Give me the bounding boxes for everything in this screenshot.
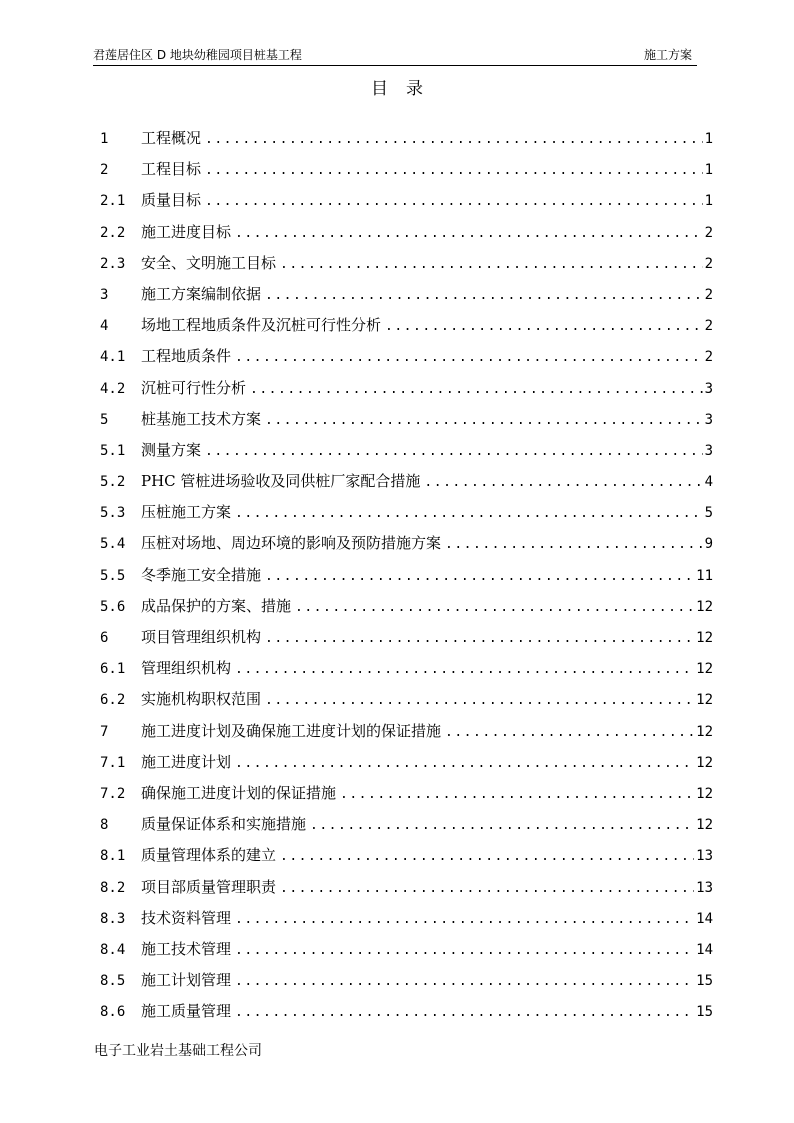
toc-entry-number: 2.2 — [100, 224, 126, 241]
toc-entry-page: 14 — [696, 910, 713, 927]
toc-entry-number: 7.1 — [100, 754, 126, 771]
toc-entry-label: 实施机构职权范围 — [141, 690, 262, 709]
toc-entry-number: 5.5 — [100, 567, 126, 584]
toc-entry-number: 6.1 — [100, 661, 126, 678]
toc-entry-page: 2 — [704, 349, 713, 366]
toc-entry[interactable] — [100, 778, 713, 809]
toc-entry-page: 12 — [696, 661, 713, 678]
toc-entry[interactable] — [100, 903, 713, 934]
toc-entry[interactable] — [100, 560, 713, 591]
header-doc-type: 施工方案 — [643, 48, 692, 62]
toc-entry-number: 8 — [100, 817, 109, 834]
toc-entry-number: 8.4 — [100, 941, 126, 958]
toc-title: 目录 — [371, 79, 441, 99]
toc-entry[interactable] — [100, 497, 713, 528]
page-header — [93, 46, 697, 66]
toc-entry-page: 9 — [704, 536, 713, 553]
toc-entry-number: 8.5 — [100, 973, 126, 990]
toc-entry[interactable] — [100, 154, 713, 185]
toc-entry-number: 5.1 — [100, 442, 126, 459]
table-of-contents — [100, 123, 713, 1027]
toc-dot-leader — [235, 997, 694, 1028]
toc-entry-label: 施工进度计划及确保施工进度计划的保证措施 — [141, 721, 442, 740]
toc-entry-number: 8.6 — [100, 1004, 126, 1021]
toc-entry-page: 1 — [704, 162, 713, 179]
toc-dot-leader — [265, 561, 694, 592]
toc-entry-label: 施工技术管理 — [141, 939, 232, 958]
toc-dot-leader — [340, 779, 694, 810]
toc-entry-label: PHC 管桩进场验收及同供桩厂家配合措施 — [141, 472, 421, 491]
toc-entry[interactable] — [100, 840, 713, 871]
toc-entry-number: 5.3 — [100, 505, 126, 522]
toc-entry[interactable] — [100, 747, 713, 778]
toc-entry-label: 施工进度计划 — [141, 752, 232, 771]
toc-entry[interactable] — [100, 217, 713, 248]
toc-entry-label: 施工质量管理 — [141, 1002, 232, 1021]
toc-entry-label: 冬季施工安全措施 — [141, 565, 262, 584]
toc-dot-leader — [295, 592, 694, 623]
toc-dot-leader — [205, 436, 703, 467]
toc-dot-leader — [445, 717, 694, 748]
toc-entry-number: 4 — [100, 318, 109, 335]
toc-entry-page: 3 — [704, 442, 713, 459]
toc-entry-number: 1 — [100, 131, 109, 147]
toc-entry[interactable] — [100, 404, 713, 435]
toc-entry-label: 确保施工进度计划的保证措施 — [141, 783, 337, 802]
toc-entry-number: 3 — [100, 286, 109, 303]
toc-entry-label: 压桩施工方案 — [141, 503, 232, 522]
toc-dot-leader — [265, 685, 694, 716]
toc-entry-number: 6 — [100, 630, 109, 646]
toc-entry-number: 7.2 — [100, 785, 126, 802]
toc-entry-label: 质量管理体系的建立 — [141, 846, 277, 865]
toc-entry[interactable] — [100, 872, 713, 903]
toc-entry[interactable] — [100, 123, 713, 154]
toc-entry-label: 项目管理组织机构 — [141, 628, 262, 646]
toc-entry-page: 4 — [704, 474, 713, 491]
toc-entry-page: 14 — [696, 941, 713, 958]
toc-entry-page: 1 — [704, 131, 713, 147]
toc-entry[interactable] — [100, 185, 713, 216]
toc-entry-label: 安全、文明施工目标 — [141, 253, 277, 272]
toc-dot-leader — [385, 311, 703, 342]
toc-entry[interactable] — [100, 528, 713, 559]
toc-entry-page: 2 — [704, 286, 713, 303]
toc-entry-page: 2 — [704, 255, 713, 272]
toc-entry-label: 施工方案编制依据 — [141, 284, 262, 303]
toc-dot-leader — [235, 748, 694, 779]
toc-entry-label: 工程地质条件 — [141, 347, 232, 366]
toc-entry[interactable] — [100, 809, 713, 840]
toc-dot-leader — [235, 966, 694, 997]
toc-entry[interactable] — [100, 622, 713, 653]
toc-entry[interactable] — [100, 279, 713, 310]
toc-entry-page: 3 — [704, 380, 713, 397]
toc-entry[interactable] — [100, 965, 713, 996]
toc-entry-number: 5.4 — [100, 536, 126, 553]
toc-dot-leader — [205, 155, 703, 186]
toc-entry[interactable] — [100, 996, 713, 1027]
toc-entry-label: 质量目标 — [141, 191, 202, 210]
toc-entry[interactable] — [100, 310, 713, 341]
toc-entry-label: 成品保护的方案、措施 — [141, 596, 292, 615]
toc-entry[interactable] — [100, 684, 713, 715]
toc-entry-number: 2.3 — [100, 255, 126, 272]
toc-entry-page: 12 — [696, 630, 713, 646]
toc-entry-label: 场地工程地质条件及沉桩可行性分析 — [141, 316, 382, 335]
toc-dot-leader — [205, 186, 703, 217]
toc-dot-leader — [205, 124, 703, 155]
toc-dot-leader — [265, 280, 703, 311]
toc-entry-number: 5 — [100, 411, 109, 428]
toc-entry-label: 测量方案 — [141, 440, 202, 459]
toc-entry-page: 12 — [696, 692, 713, 709]
toc-entry[interactable] — [100, 466, 713, 497]
toc-dot-leader — [280, 841, 694, 872]
toc-entry-number: 2 — [100, 162, 109, 179]
toc-entry-page: 5 — [704, 505, 713, 522]
toc-entry-label: 压桩对场地、周边环境的影响及预防措施方案 — [141, 534, 442, 553]
toc-entry-label: 工程目标 — [141, 160, 202, 179]
toc-entry-page: 2 — [704, 224, 713, 241]
toc-dot-leader — [235, 654, 694, 685]
toc-entry-label: 施工计划管理 — [141, 971, 232, 990]
toc-dot-leader — [235, 218, 703, 249]
toc-entry-label: 桩基施工技术方案 — [141, 409, 262, 428]
toc-dot-leader — [235, 498, 703, 529]
toc-entry-page: 12 — [696, 785, 713, 802]
toc-dot-leader — [235, 935, 694, 966]
toc-entry[interactable] — [100, 373, 713, 404]
toc-entry-number: 8.1 — [100, 848, 126, 865]
toc-entry-number: 5.2 — [100, 474, 126, 491]
toc-dot-leader — [235, 904, 694, 935]
toc-entry-page: 15 — [696, 1004, 713, 1021]
toc-dot-leader — [250, 374, 703, 405]
toc-entry-page: 12 — [696, 754, 713, 771]
toc-entry-number: 8.3 — [100, 910, 126, 927]
toc-entry-number: 4.2 — [100, 380, 126, 397]
toc-entry-label: 管理组织机构 — [141, 659, 232, 678]
toc-entry[interactable] — [100, 591, 713, 622]
toc-entry-number: 5.6 — [100, 598, 126, 615]
toc-entry-number: 7 — [100, 723, 109, 740]
toc-entry-page: 12 — [696, 817, 713, 834]
toc-entry-page: 12 — [696, 723, 713, 740]
toc-entry-label: 技术资料管理 — [141, 908, 232, 927]
header-project-name: 君莲居住区 D 地块幼稚园项目桩基工程 — [93, 48, 302, 62]
toc-entry-label: 沉桩可行性分析 — [141, 378, 247, 397]
toc-dot-leader — [265, 405, 703, 436]
toc-entry[interactable] — [100, 934, 713, 965]
toc-entry[interactable] — [100, 435, 713, 466]
toc-dot-leader — [280, 249, 703, 280]
toc-dot-leader — [445, 529, 703, 560]
toc-dot-leader — [280, 873, 694, 904]
toc-entry-label: 施工进度目标 — [141, 222, 232, 241]
toc-dot-leader — [265, 623, 694, 654]
toc-entry-page: 15 — [696, 973, 713, 990]
toc-entry-page: 1 — [704, 193, 713, 210]
toc-entry-number: 4.1 — [100, 349, 126, 366]
toc-entry-number: 2.1 — [100, 193, 126, 210]
toc-entry-number: 6.2 — [100, 692, 126, 709]
toc-entry-page: 2 — [704, 318, 713, 335]
toc-entry-page: 11 — [696, 567, 713, 584]
toc-entry[interactable] — [100, 716, 713, 747]
toc-entry-number: 8.2 — [100, 879, 126, 896]
page-footer-company: 电子工业岩土基础工程公司 — [94, 1043, 262, 1059]
toc-entry-page: 13 — [696, 848, 713, 865]
toc-entry-page: 13 — [696, 879, 713, 896]
toc-dot-leader — [235, 342, 703, 373]
toc-entry-label: 质量保证体系和实施措施 — [141, 815, 307, 834]
toc-entry[interactable] — [100, 653, 713, 684]
toc-entry-label: 工程概况 — [141, 129, 202, 147]
toc-dot-leader — [310, 810, 694, 841]
toc-entry-page: 12 — [696, 598, 713, 615]
toc-entry[interactable] — [100, 248, 713, 279]
toc-entry-label: 项目部质量管理职责 — [141, 877, 277, 896]
toc-entry-page: 3 — [704, 411, 713, 428]
toc-entry[interactable] — [100, 341, 713, 372]
toc-dot-leader — [424, 467, 702, 498]
